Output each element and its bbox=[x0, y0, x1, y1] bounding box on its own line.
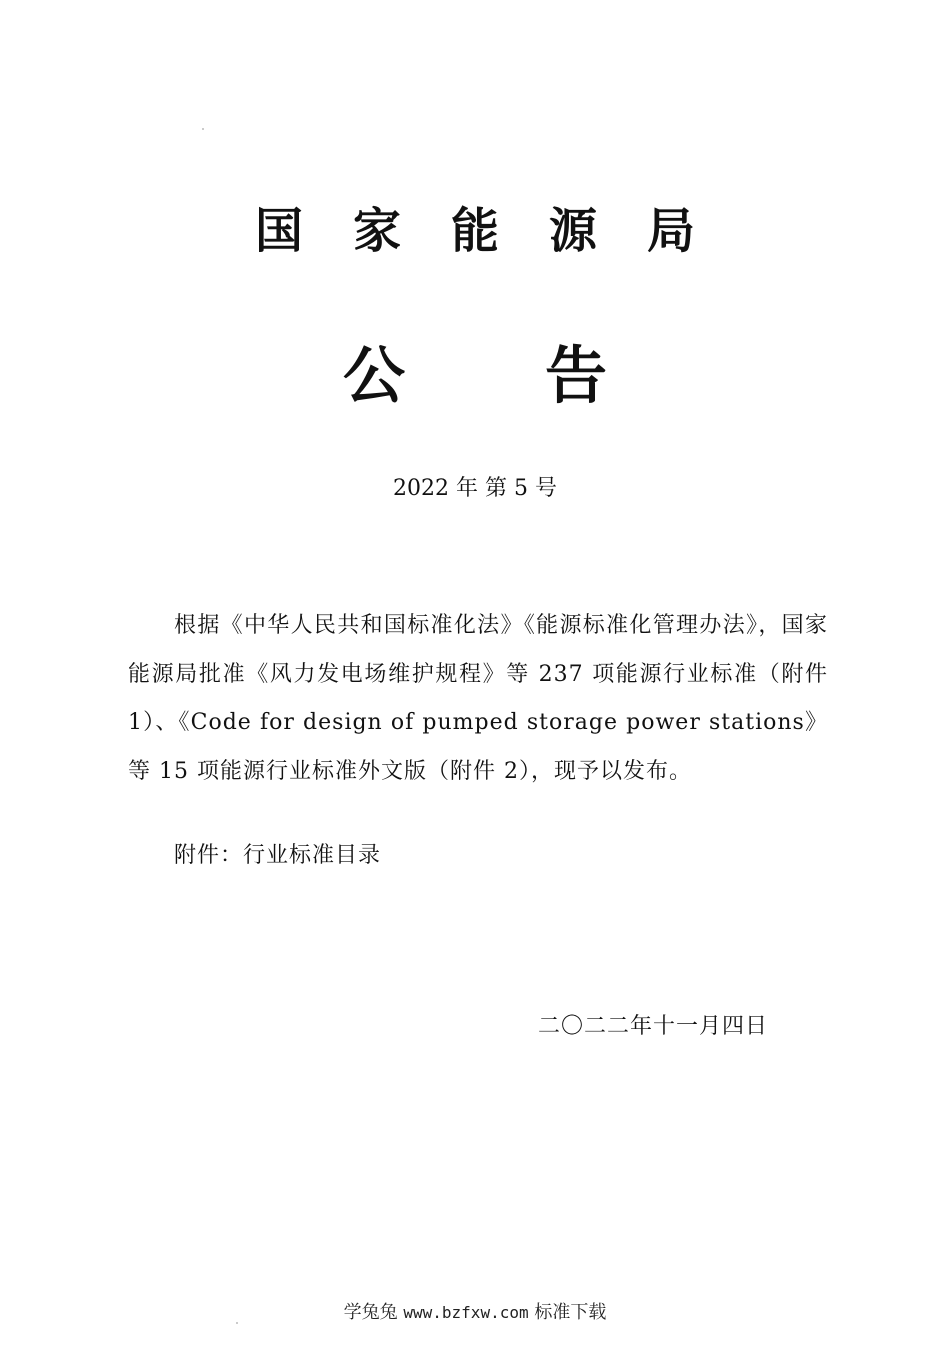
agency-title: 国家能源局 bbox=[254, 203, 745, 259]
footer-site-name: 学兔兔 bbox=[343, 1302, 398, 1323]
scan-speck bbox=[236, 1322, 238, 1324]
announcement-paragraph: 根据《中华人民共和国标准化法》《能源标准化管理办法》，国家能源局批准《风力发电场维护规程》等 237 项能源行业标准（附件 1）、《Code for design of pumped storage power stations》等 15 项能源行业标准外文版（附件 2），现予以发布。 bbox=[128, 613, 828, 784]
footer-watermark bbox=[0, 1300, 950, 1326]
document-number: 2022 年 第 5 号 bbox=[393, 476, 557, 501]
scan-speck bbox=[202, 128, 204, 130]
issue-date: 二〇二二年十一月四日 bbox=[538, 1014, 769, 1039]
attachment-line: 附件：行业标准目录 bbox=[174, 843, 382, 868]
footer-url[interactable]: www.bzfxw.com bbox=[403, 1303, 529, 1322]
footer-tagline: 标准下载 bbox=[534, 1302, 607, 1323]
notice-title: 公告 bbox=[342, 339, 747, 412]
